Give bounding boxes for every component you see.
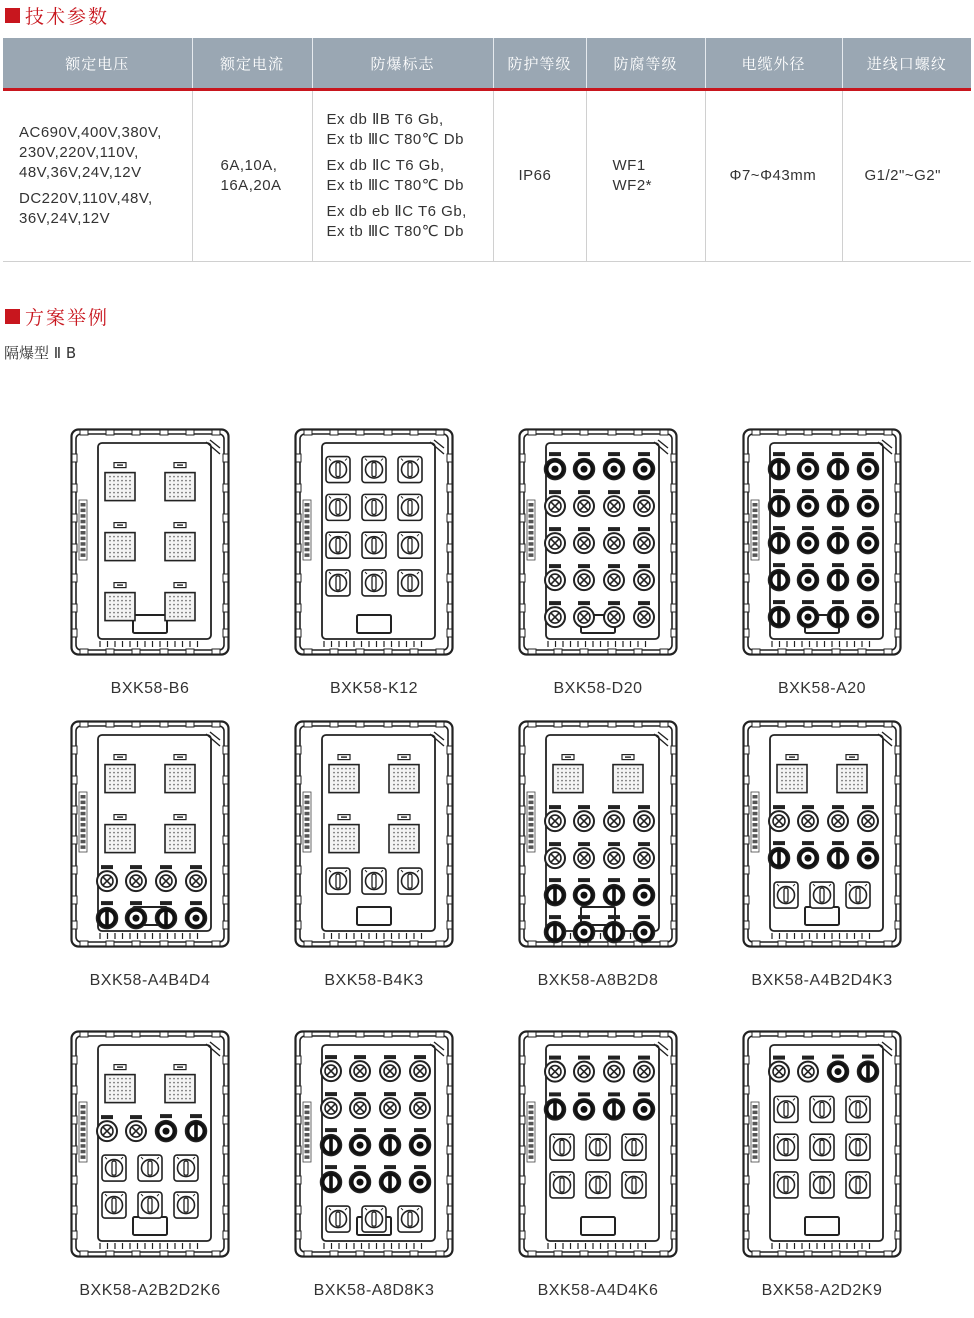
spec-data-row bbox=[3, 90, 971, 262]
rotary-switch-icon bbox=[774, 1134, 798, 1160]
rotary-switch-icon bbox=[398, 532, 422, 558]
ex-mark-line: Ex db ⅡB T6 Gb, bbox=[326, 111, 444, 128]
header-anticorrosion: 防腐等级 bbox=[586, 38, 705, 90]
rotary-switch-icon bbox=[622, 1134, 646, 1160]
product-card bbox=[294, 1030, 464, 1299]
side-nameplate bbox=[751, 1102, 759, 1162]
side-nameplate bbox=[303, 500, 311, 560]
product-card bbox=[518, 428, 688, 697]
rotary-switch-icon bbox=[846, 1096, 870, 1122]
header-protection: 防护等级 bbox=[493, 38, 586, 90]
enclosure-drawing bbox=[294, 720, 454, 948]
side-nameplate bbox=[303, 792, 311, 852]
voltage-ac-line: 230V,220V,110V, bbox=[19, 144, 139, 161]
spec-header-row bbox=[3, 38, 971, 90]
product-card bbox=[70, 720, 240, 989]
rotary-switch-icon bbox=[810, 1096, 834, 1122]
enclosure-drawing bbox=[518, 720, 678, 948]
product-model-label: BXK58-B4K3 bbox=[324, 972, 424, 989]
rotary-switch-icon bbox=[362, 868, 386, 894]
enclosure-drawing bbox=[70, 720, 230, 948]
rotary-switch-icon bbox=[326, 868, 350, 894]
rotary-switch-icon bbox=[398, 494, 422, 520]
red-square-icon bbox=[5, 8, 20, 23]
side-nameplate bbox=[751, 792, 759, 852]
cell-current bbox=[192, 90, 312, 262]
rotary-switch-icon bbox=[326, 532, 350, 558]
product-card bbox=[742, 720, 912, 989]
product-model-label: BXK58-A20 bbox=[777, 680, 867, 697]
product-card bbox=[70, 1030, 240, 1299]
cell-ex-mark bbox=[312, 90, 493, 262]
rotary-switch-icon bbox=[102, 1155, 126, 1181]
enclosure-drawing bbox=[294, 428, 454, 656]
product-model-label: BXK58-D20 bbox=[553, 680, 643, 697]
door-handle bbox=[357, 615, 391, 633]
rotary-switch-icon bbox=[362, 457, 386, 483]
door-handle bbox=[581, 1217, 615, 1235]
cell-cable-diameter: Φ7~Φ43mm bbox=[705, 90, 842, 262]
rotary-switch-icon bbox=[398, 868, 422, 894]
cell-anticorrosion bbox=[586, 90, 705, 262]
header-ex-mark: 防爆标志 bbox=[312, 38, 493, 90]
enclosure-drawing bbox=[518, 1030, 678, 1258]
rotary-switch-icon bbox=[810, 882, 834, 908]
enclosure-drawing bbox=[518, 428, 678, 656]
rotary-switch-icon bbox=[846, 1134, 870, 1160]
current-line: 16A,20A bbox=[220, 177, 282, 194]
enclosure-drawing bbox=[742, 1030, 902, 1258]
product-model-label: BXK58-A4B4D4 bbox=[89, 972, 211, 989]
rotary-switch-icon bbox=[398, 1206, 422, 1232]
section-title-tech-params bbox=[5, 4, 109, 26]
enclosure-drawing bbox=[742, 428, 902, 656]
side-nameplate bbox=[527, 792, 535, 852]
rotary-switch-icon bbox=[774, 1096, 798, 1122]
header-thread: 进线口螺纹 bbox=[842, 38, 971, 90]
product-card bbox=[742, 1030, 912, 1299]
header-rated-voltage: 额定电压 bbox=[3, 38, 192, 90]
enclosure-drawing bbox=[294, 1030, 454, 1258]
ex-mark-line: Ex tb ⅢC T80℃ Db bbox=[326, 177, 464, 194]
rotary-switch-icon bbox=[174, 1192, 198, 1218]
enclosure-drawing bbox=[742, 720, 902, 948]
cell-thread: G1/2"~G2" bbox=[842, 90, 971, 262]
cell-voltage bbox=[3, 90, 192, 262]
side-nameplate bbox=[79, 1102, 87, 1162]
product-card bbox=[294, 428, 464, 697]
rotary-switch-icon bbox=[102, 1192, 126, 1218]
ex-mark-line: Ex db ⅡC T6 Gb, bbox=[326, 157, 445, 174]
rotary-switch-icon bbox=[774, 1172, 798, 1198]
door-handle bbox=[805, 1217, 839, 1235]
door-handle bbox=[133, 1217, 167, 1235]
product-card bbox=[294, 720, 464, 989]
product-model-label: BXK58-K12 bbox=[329, 680, 419, 697]
ex-mark-line: Ex db eb ⅡC T6 Gb, bbox=[326, 203, 467, 220]
rotary-switch-icon bbox=[174, 1155, 198, 1181]
product-model-label: BXK58-A8B2D8 bbox=[537, 972, 659, 989]
enclosure-drawing bbox=[70, 1030, 230, 1258]
section-title-text: 方案举例 bbox=[25, 306, 110, 329]
rotary-switch-icon bbox=[362, 494, 386, 520]
section-title-examples bbox=[5, 305, 109, 327]
ex-mark-line: Ex tb ⅢC T80℃ Db bbox=[326, 223, 464, 240]
product-model-label: BXK58-A4D4K6 bbox=[537, 1282, 659, 1299]
door-handle bbox=[357, 907, 391, 925]
rotary-switch-icon bbox=[362, 1206, 386, 1232]
anticorrosion-line: WF2* bbox=[612, 177, 652, 194]
product-model-label: BXK58-B6 bbox=[110, 680, 190, 697]
rotary-switch-icon bbox=[810, 1172, 834, 1198]
product-model-label: BXK58-A8D8K3 bbox=[313, 1282, 435, 1299]
subtitle-flameproof-type: 隔爆型 Ⅱ B bbox=[4, 344, 77, 362]
product-card bbox=[518, 720, 688, 989]
door-handle bbox=[805, 907, 839, 925]
header-rated-current: 额定电流 bbox=[192, 38, 312, 90]
side-nameplate bbox=[527, 500, 535, 560]
rotary-switch-icon bbox=[550, 1134, 574, 1160]
header-cable-diameter: 电缆外径 bbox=[705, 38, 842, 90]
enclosure-drawing bbox=[70, 428, 230, 656]
rotary-switch-icon bbox=[138, 1155, 162, 1181]
red-square-icon bbox=[5, 309, 20, 324]
current-line: 6A,10A, bbox=[220, 157, 278, 174]
rotary-switch-icon bbox=[810, 1134, 834, 1160]
rotary-switch-icon bbox=[326, 570, 350, 596]
rotary-switch-icon bbox=[586, 1134, 610, 1160]
section-title-text: 技术参数 bbox=[25, 5, 110, 28]
product-model-label: BXK58-A4B2D4K3 bbox=[751, 972, 893, 989]
rotary-switch-icon bbox=[622, 1172, 646, 1198]
rotary-switch-icon bbox=[362, 570, 386, 596]
voltage-ac-line: 48V,36V,24V,12V bbox=[19, 164, 142, 181]
rotary-switch-icon bbox=[398, 570, 422, 596]
rotary-switch-icon bbox=[138, 1192, 162, 1218]
voltage-dc-line: DC220V,110V,48V, bbox=[19, 190, 153, 207]
product-model-label: BXK58-A2B2D2K6 bbox=[79, 1282, 221, 1299]
rotary-switch-icon bbox=[326, 494, 350, 520]
rotary-switch-icon bbox=[846, 882, 870, 908]
side-nameplate bbox=[751, 500, 759, 560]
product-card bbox=[70, 428, 240, 697]
side-nameplate bbox=[303, 1102, 311, 1162]
side-nameplate bbox=[79, 792, 87, 852]
product-card bbox=[742, 428, 912, 697]
product-card bbox=[518, 1030, 688, 1299]
ex-mark-line: Ex tb ⅢC T80℃ Db bbox=[326, 131, 464, 148]
rotary-switch-icon bbox=[326, 1206, 350, 1232]
side-nameplate bbox=[527, 1102, 535, 1162]
voltage-ac-line: AC690V,400V,380V, bbox=[19, 124, 162, 141]
rotary-switch-icon bbox=[586, 1172, 610, 1198]
product-model-label: BXK58-A2D2K9 bbox=[761, 1282, 883, 1299]
side-nameplate bbox=[79, 500, 87, 560]
spec-table bbox=[3, 38, 971, 262]
cell-protection: IP66 bbox=[493, 90, 586, 262]
rotary-switch-icon bbox=[774, 882, 798, 908]
rotary-switch-icon bbox=[398, 457, 422, 483]
rotary-switch-icon bbox=[846, 1172, 870, 1198]
door-handle bbox=[133, 615, 167, 633]
rotary-switch-icon bbox=[362, 532, 386, 558]
voltage-dc-line: 36V,24V,12V bbox=[19, 210, 111, 227]
rotary-switch-icon bbox=[326, 457, 350, 483]
anticorrosion-line: WF1 bbox=[612, 157, 646, 174]
rotary-switch-icon bbox=[550, 1172, 574, 1198]
